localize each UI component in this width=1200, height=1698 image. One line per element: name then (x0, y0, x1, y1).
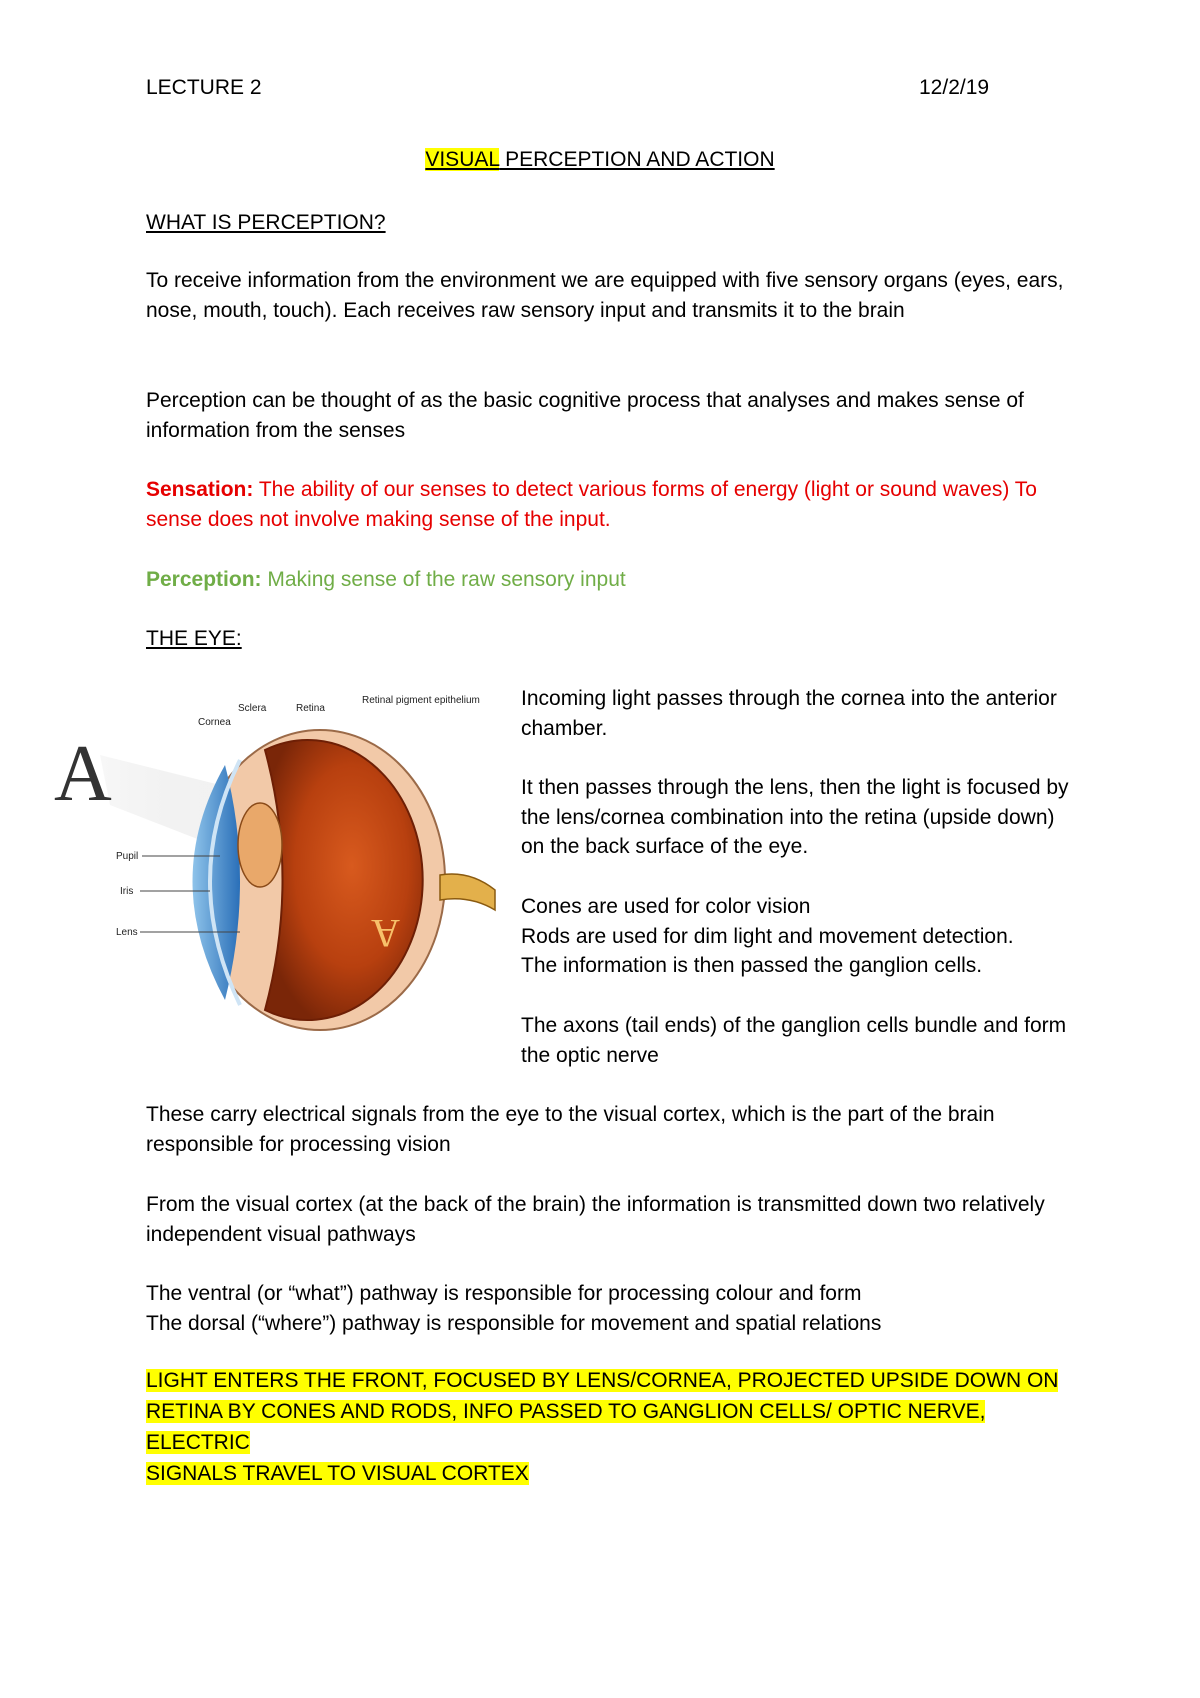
header-lecture: LECTURE 2 (146, 76, 262, 99)
letter-a-icon: A (54, 730, 112, 818)
sensation-text: The ability of our senses to detect various forms of energy (light or sound waves) To sense does not involve making sense of the input. (146, 478, 1037, 531)
dorsal-line: The dorsal (“where”) pathway is responsible for movement and spatial relations (146, 1311, 882, 1335)
rods-line: Rods are used for dim light and movement detection. (521, 924, 1014, 948)
right-paragraph-optic-nerve: The axons (tail ends) of the ganglion cells bundle and form the optic nerve (521, 1014, 1067, 1067)
optic-nerve-shape (440, 874, 495, 910)
right-paragraph-cones-rods (521, 892, 1081, 981)
summary-line-1: LIGHT ENTERS THE FRONT, FOCUSED BY LENS/CORNEA, PROJECTED UPSIDE DOWN ON (146, 1369, 1059, 1392)
page-title (0, 148, 1200, 172)
right-paragraph-lens: It then passes through the lens, then the light is focused by the lens/cornea combination into the retina (upside down) on the back surface of the eye. (521, 776, 1069, 858)
ventral-line: The ventral (or “what”) pathway is responsible for processing colour and form (146, 1282, 862, 1305)
sensation-label: Sensation: (146, 478, 254, 501)
paragraph-ventral-dorsal (146, 1279, 1066, 1338)
paragraph-perception-definition: Perception can be thought of as the basic cognitive process that analyses and makes sense of information from the senses (146, 389, 1024, 442)
heading-the-eye: THE EYE: (146, 627, 242, 650)
lens-shape (238, 803, 282, 887)
label-retina: Retina (296, 703, 325, 714)
perception-text: Making sense of the raw sensory input (261, 568, 626, 591)
title-rest: PERCEPTION AND ACTION (499, 148, 775, 171)
inverted-image-icon: A (371, 911, 400, 956)
eye-diagram (50, 685, 500, 1040)
summary-highlight (146, 1365, 1066, 1489)
right-paragraph-cornea: Incoming light passes through the cornea into the anterior chamber. (521, 687, 1057, 740)
paragraph-electrical-signals: These carry electrical signals from the eye to the visual cortex, which is the part of the brain responsible for processing vision (146, 1103, 995, 1156)
cones-line: Cones are used for color vision (521, 895, 811, 918)
label-sclera: Sclera (238, 703, 267, 714)
perception-definition (146, 565, 1066, 595)
ganglion-line: The information is then passed the ganglion cells. (521, 954, 983, 977)
label-lens: Lens (116, 927, 138, 938)
label-cornea: Cornea (198, 717, 231, 728)
title-highlight: VISUAL (425, 148, 500, 171)
summary-line-3: SIGNALS TRAVEL TO VISUAL CORTEX (146, 1462, 529, 1485)
label-pigment: Retinal pigment epithelium (362, 695, 480, 706)
paragraph-visual-pathways: From the visual cortex (at the back of the brain) the information is transmitted down two relatively independent visual pathways (146, 1193, 1045, 1246)
label-iris: Iris (120, 886, 134, 897)
label-pupil: Pupil (116, 851, 139, 862)
header-date: 12/2/19 (919, 76, 990, 99)
perception-label: Perception: (146, 568, 262, 591)
paragraph-sensory-organs: To receive information from the environment we are equipped with five sensory organs (eyes, ears, nose, mouth, touch). Each receives raw sensory input and transmits it to the brain (146, 269, 1064, 322)
heading-what-is-perception: WHAT IS PERCEPTION? (146, 211, 386, 234)
sensation-definition (146, 475, 1066, 534)
summary-line-2: RETINA BY CONES AND RODS, INFO PASSED TO GANGLION CELLS/ OPTIC NERVE, ELECTRIC (146, 1400, 986, 1454)
